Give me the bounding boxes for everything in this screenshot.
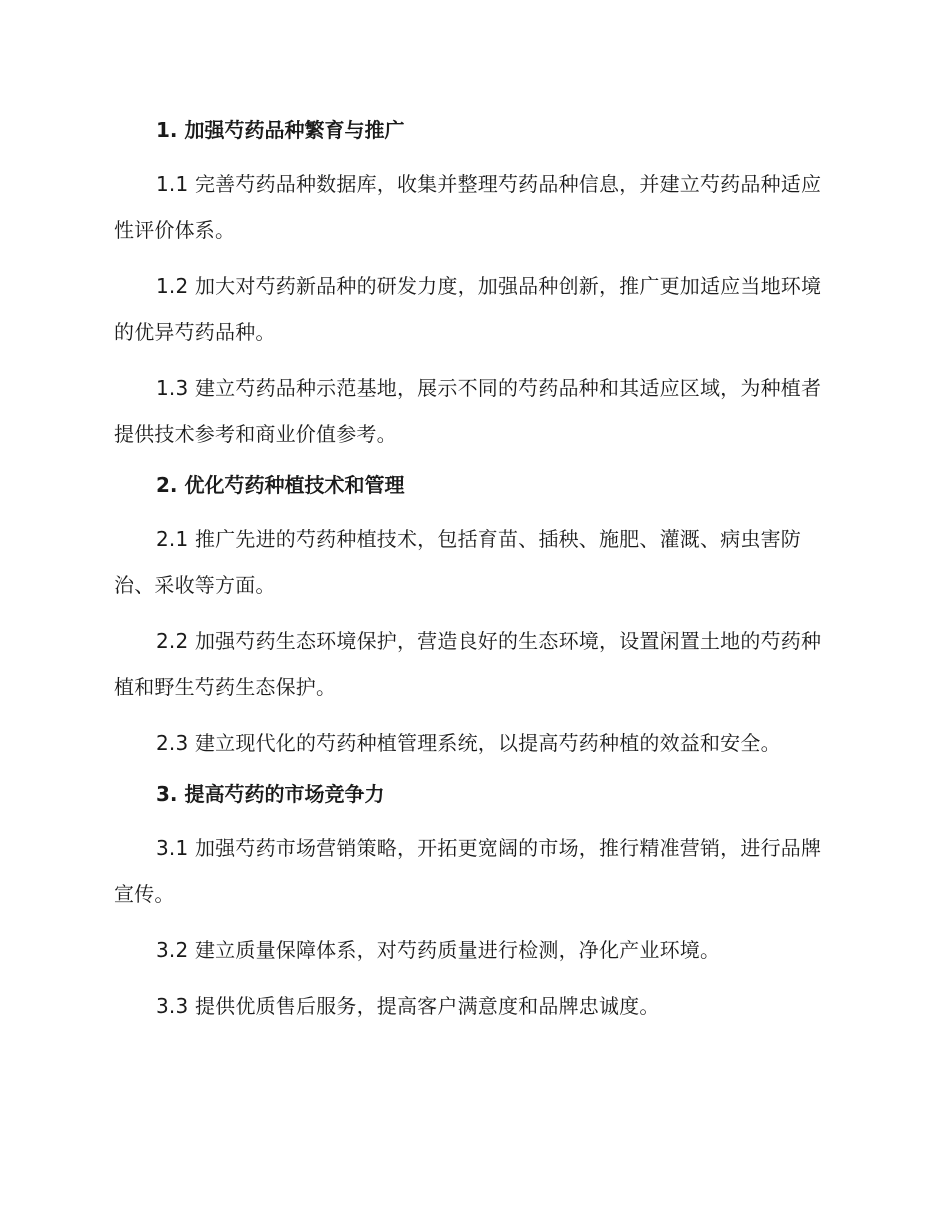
paragraph-2-1: 2.1 推广先进的芍药种植技术，包括育苗、插秧、施肥、灌溉、病虫害防治、采收等方面。 [114, 527, 801, 597]
paragraph-2-3: 2.3 建立现代化的芍药种植管理系统，以提高芍药种植的效益和安全。 [156, 731, 781, 755]
paragraph-3-1: 3.1 加强芍药市场营销策略，开拓更宽阔的市场，推行精准营销，进行品牌宣传。 [114, 836, 822, 906]
paragraph-1-2: 1.2 加大对芍药新品种的研发力度，加强品种创新，推广更加适应当地环境的优异芍药品种。 [114, 274, 822, 344]
section-3 [114, 776, 824, 1029]
section-heading: 3. 提高芍药的市场竞争力 [156, 782, 385, 806]
paragraph-3-2: 3.2 建立质量保障体系，对芍药质量进行检测，净化产业环境。 [156, 938, 721, 962]
document-page [114, 112, 824, 1029]
paragraph-1-3: 1.3 建立芍药品种示范基地，展示不同的芍药品种和其适应区域，为种植者提供技术参考和商业价值参考。 [114, 376, 822, 446]
paragraph-3-3: 3.3 提供优质售后服务，提高客户满意度和品牌忠诚度。 [156, 994, 660, 1018]
section-2 [114, 467, 824, 776]
paragraph-2-2: 2.2 加强芍药生态环境保护，营造良好的生态环境，设置闲置土地的芍药种植和野生芍药生态保护。 [114, 629, 822, 699]
section-1 [114, 112, 824, 467]
paragraph-1-1: 1.1 完善芍药品种数据库，收集并整理芍药品种信息，并建立芍药品种适应性评价体系。 [114, 172, 822, 242]
section-heading: 1. 加强芍药品种繁育与推广 [156, 118, 405, 142]
section-heading: 2. 优化芍药种植技术和管理 [156, 473, 405, 497]
